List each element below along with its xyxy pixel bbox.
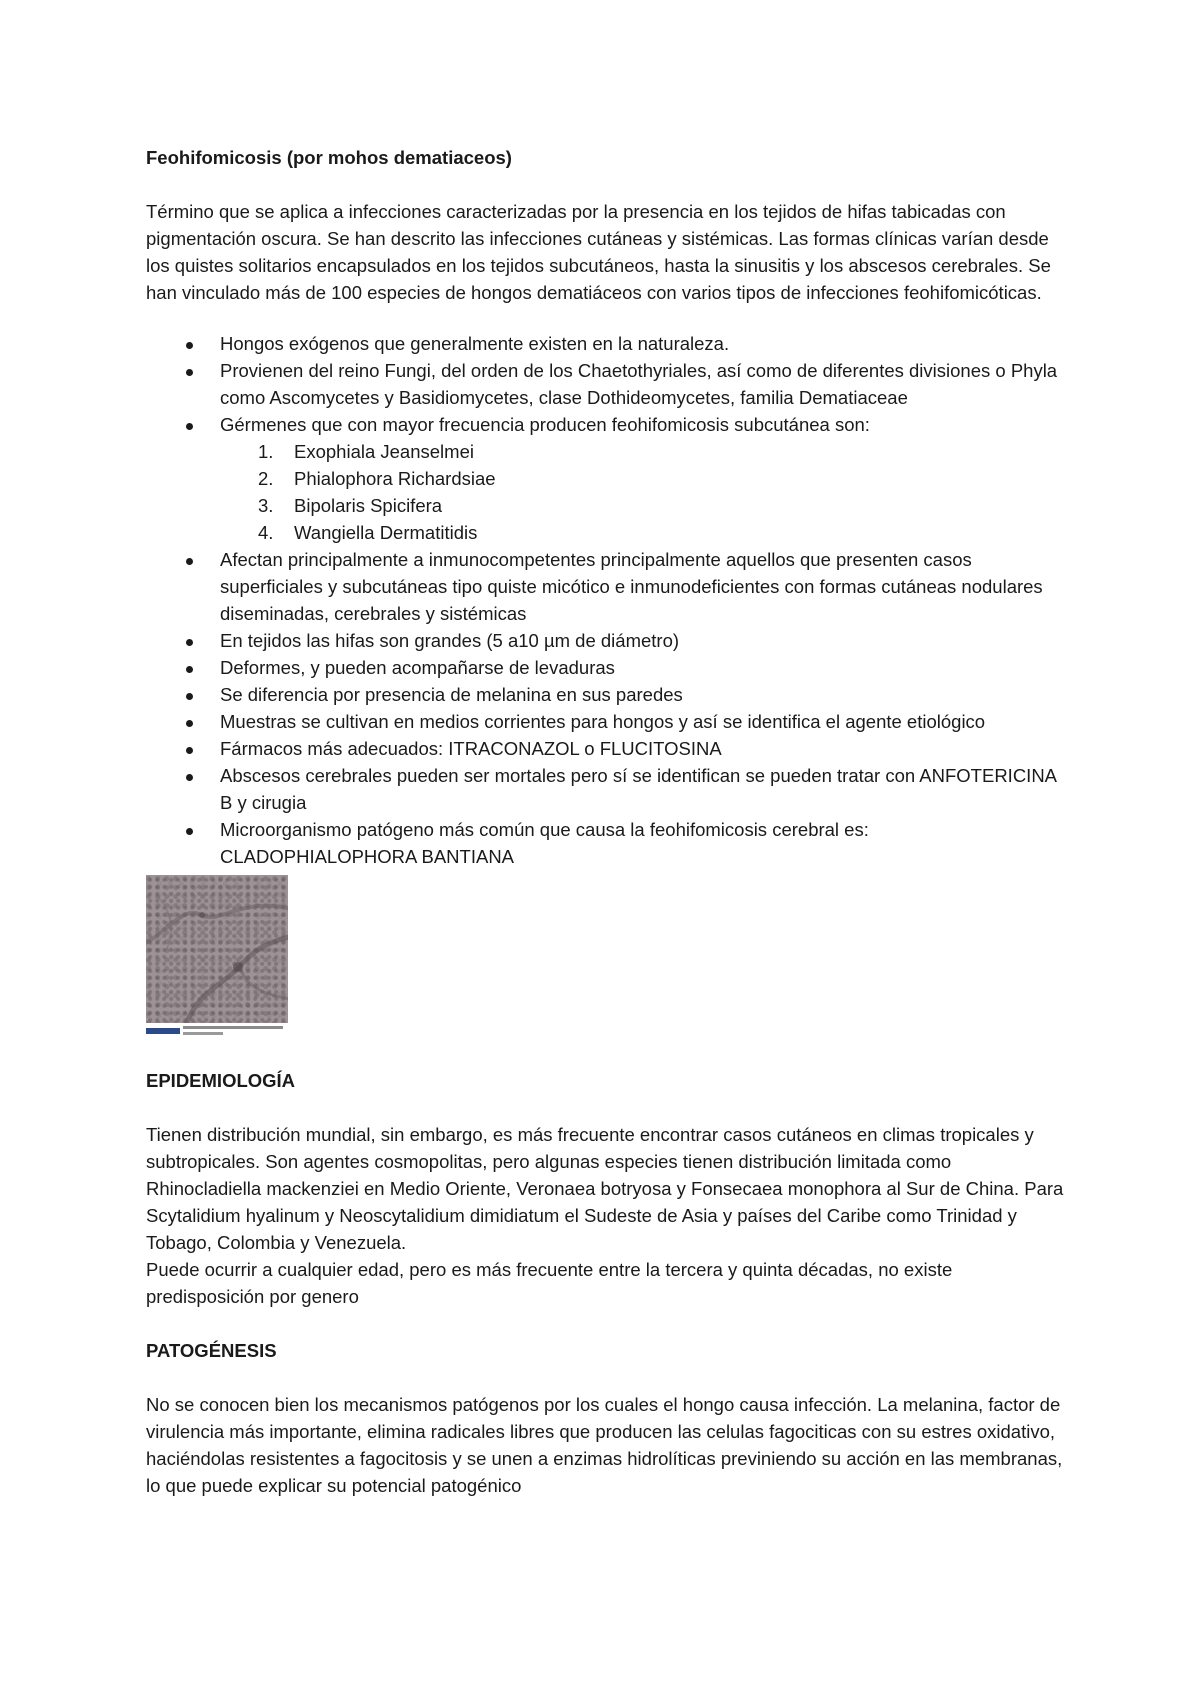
list-item: Hongos exógenos que generalmente existen en la naturaleza. [146,330,1066,357]
pathogenesis-paragraph: No se conocen bien los mecanismos patógenos por los cuales el hongo causa infección. La melanina, factor de virulencia más importante, elimina radicales libres que producen las celulas fagociticas con su estres oxidativo, haciéndolas resistentes a fagocitosis y se unen a enzimas hidrolíticas previniendo su acción en las membranas, lo que puede explicar su potencial patogénico [146,1394,1063,1496]
hyphae-texture [146,875,288,1023]
list-item: Fármacos más adecuados: ITRACONAZOL o FLUCITOSINA [146,735,1066,762]
list-item: Gérmenes que con mayor frecuencia producen feohifomicosis subcutánea son: 1. Exophiala Jeanselmei 2. Phialophora Richardsiae 3. Bipolaris Spicifera 4. Wangiella Dermatitidis [146,411,1066,546]
figure-caption [146,1026,288,1040]
bullet-icon [186,342,193,349]
bullet-icon [186,558,193,565]
list-item: Abscesos cerebrales pueden ser mortales pero sí se identifican se pueden tratar con ANFOTERICINA B y cirugia [146,762,1066,816]
numbered-item: 3. Bipolaris Spicifera [258,495,443,516]
species-numbered-list [220,438,1066,546]
features-list [146,330,1066,870]
bullet-icon [186,639,193,646]
epidemiology-paragraph-2: Puede ocurrir a cualquier edad, pero es más frecuente entre la tercera y quinta décadas, no existe predisposición por genero [146,1259,953,1307]
list-item: Deformes, y pueden acompañarse de levaduras [146,654,1066,681]
caption-line [183,1026,283,1029]
micrograph-figure [146,875,288,1040]
numbered-item: 1. Exophiala Jeanselmei [258,441,474,462]
list-item: Afectan principalmente a inmunocompetentes principalmente aquellos que presenten casos superficiales y subcutáneas tipo quiste micótico e inmunodeficientes con formas cutáneas nodulares diseminadas, cerebrales y sistémicas [146,546,1066,627]
list-item: Microorganismo patógeno más común que causa la feohifomicosis cerebral es: CLADOPHIALOPHORA BANTIANA [146,816,1066,870]
list-item: En tejidos las hifas son grandes (5 a10 µm de diámetro) [146,627,1066,654]
list-item: Se diferencia por presencia de melanina en sus paredes [146,681,1066,708]
caption-line [183,1032,223,1035]
numbered-item: 4. Wangiella Dermatitidis [258,522,478,543]
bullet-icon [186,774,193,781]
list-item: Provienen del reino Fungi, del orden de los Chaetothyriales, así como de diferentes divisiones o Phyla como Ascomycetes y Basidiomycetes, clase Dothideomycetes, familia Dematiaceae [146,357,1066,411]
bullet-icon [186,828,193,835]
bullet-icon [186,693,193,700]
document-body [146,144,1066,1499]
micrograph-image [146,875,288,1023]
bullet-icon [186,666,193,673]
caption-label [146,1028,180,1034]
numbered-item: 2. Phialophora Richardsiae [258,468,496,489]
epidemiology-heading: EPIDEMIOLOGÍA [146,1070,296,1091]
list-item: Muestras se cultivan en medios corrientes para hongos y así se identifica el agente etiológico [146,708,1066,735]
bullet-icon [186,423,193,430]
bullet-icon [186,747,193,754]
main-title: Feohifomicosis (por mohos dematiaceos) [146,147,512,168]
intro-paragraph: Término que se aplica a infecciones caracterizadas por la presencia en los tejidos de hifas tabicadas con pigmentación oscura. Se han descrito las infecciones cutáneas y sistémicas. Las formas clínicas varían desde los quistes solitarios encapsulados en los tejidos subcutáneos, hasta la sinusitis y los abscesos cerebrales. Se han vinculado más de 100 especies de hongos dematiáceos con varios tipos de infecciones feohifomicóticas. [146,201,1051,303]
bullet-icon [186,369,193,376]
bullet-icon [186,720,193,727]
pathogenesis-heading: PATOGÉNESIS [146,1340,277,1361]
epidemiology-paragraph: Tienen distribución mundial, sin embargo, es más frecuente encontrar casos cutáneos en climas tropicales y subtropicales. Son agentes cosmopolitas, pero algunas especies tienen distribución limitada como Rhinocladiella mackenziei en Medio Oriente, Veronaea botryosa y Fonsecaea monophora al Sur de China. Para Scytalidium hyalinum y Neoscytalidium dimidiatum el Sudeste de Asia y países del Caribe como Trinidad y Tobago, Colombia y Venezuela. [146,1124,1064,1253]
